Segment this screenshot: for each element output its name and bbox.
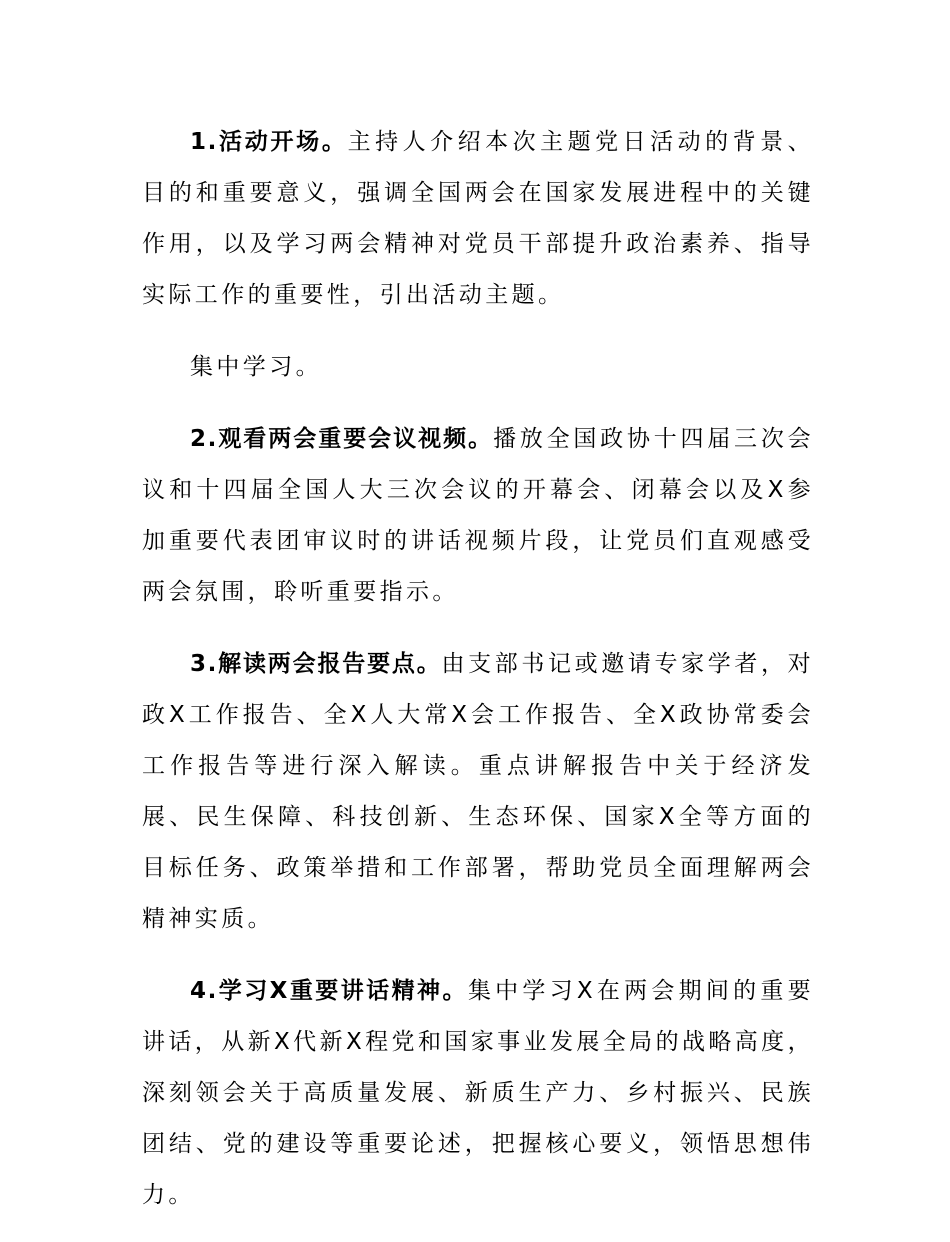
paragraph-text: 集中学习。 bbox=[190, 354, 322, 380]
document-body bbox=[142, 117, 814, 1242]
paragraph-heading: 4.学习X重要讲话精神。 bbox=[190, 978, 468, 1004]
paragraph-text: 播放全国政协十四届三次会议和十四届全国人大三次会议的开幕会、闭幕会以及X参加重要代表团审议时的讲话视频片段，让党员们直观感受两会氛围，聆听重要指示。 bbox=[142, 426, 814, 605]
paragraph-watch-videos bbox=[142, 414, 814, 618]
paragraph-heading: 3.解读两会报告要点。 bbox=[190, 651, 442, 677]
paragraph-concentrated-study bbox=[142, 342, 814, 393]
paragraph-heading: 2.观看两会重要会议视频。 bbox=[190, 426, 494, 452]
paragraph-interpret-reports bbox=[142, 639, 814, 945]
paragraph-study-speech bbox=[142, 966, 814, 1221]
paragraph-text: 集中学习X在两会期间的重要讲话，从新X代新X程党和国家事业发展全局的战略高度，深刻领会关于高质量发展、新质生产力、乡村振兴、民族团结、党的建设等重要论述，把握核心要义，领悟思想伟力。 bbox=[142, 978, 814, 1208]
paragraph-heading: 1.活动开场。 bbox=[190, 129, 348, 155]
paragraph-text: 由支部书记或邀请专家学者，对政X工作报告、全X人大常X会工作报告、全X政协常委会工作报告等进行深入解读。重点讲解报告中关于经济发展、民生保障、科技创新、生态环保、国家X全等方面的目标任务、政策举措和工作部署，帮助党员全面理解两会精神实质。 bbox=[142, 651, 814, 932]
paragraph-text: 主持人介绍本次主题党日活动的背景、目的和重要意义，强调全国两会在国家发展进程中的关键作用，以及学习两会精神对党员干部提升政治素养、指导实际工作的重要性，引出活动主题。 bbox=[142, 129, 814, 308]
paragraph-activity-opening bbox=[142, 117, 814, 321]
